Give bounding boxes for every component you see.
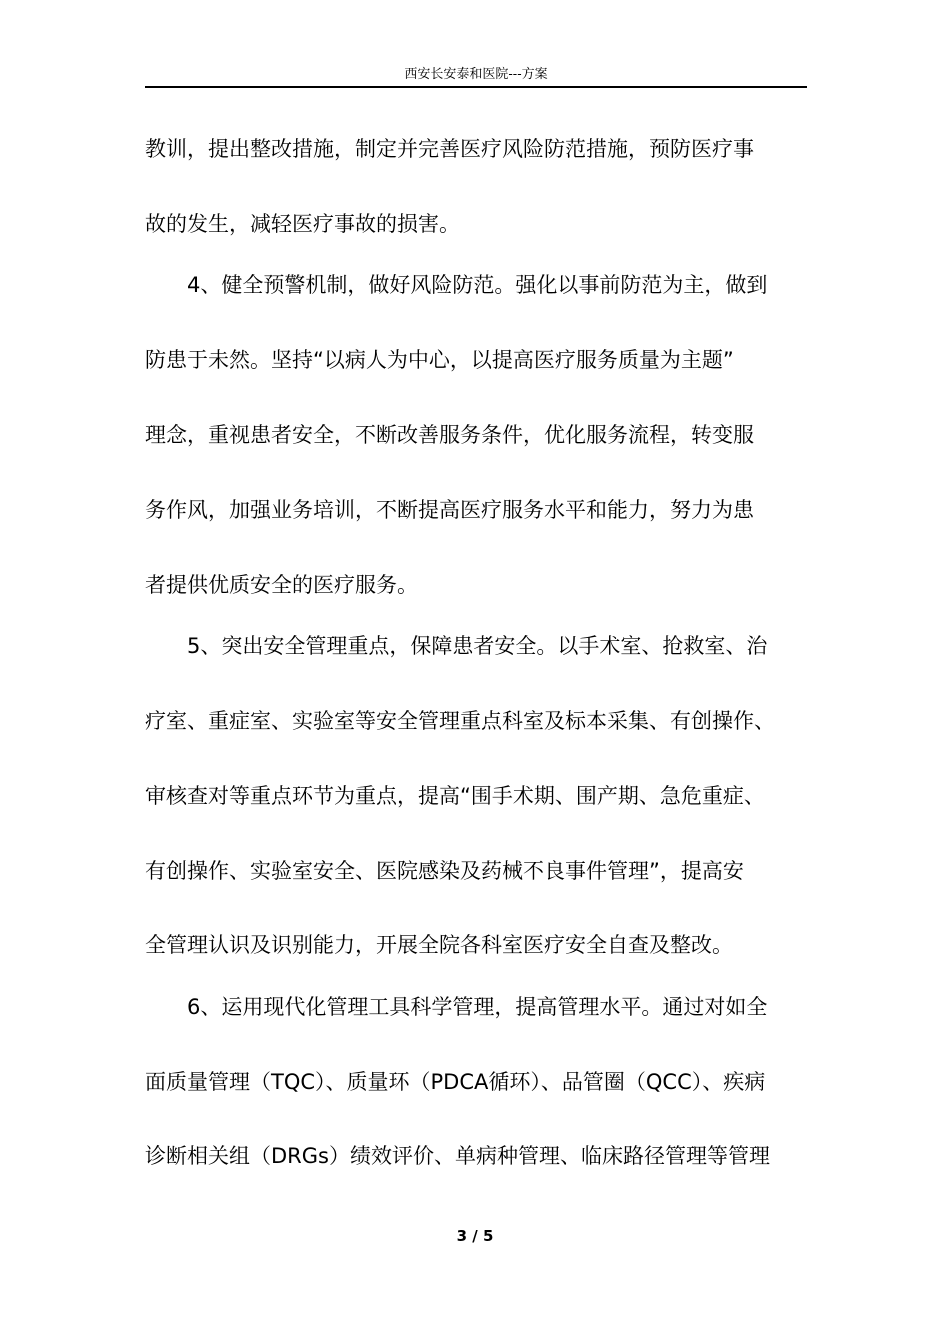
text-line: 故的发生，减轻医疗事故的损害。 [145,212,460,236]
text-line: 诊断相关组（DRGs）绩效评价、单病种管理、临床路径管理等管理 [145,1144,770,1168]
text-line: 有创操作、实验室安全、医院感染及药械不良事件管理”，提高安 [145,859,744,883]
text-line: 疗室、重症室、实验室等安全管理重点科室及标本采集、有创操作、 [145,709,775,733]
header-divider [145,86,807,88]
page-header: 西安长安泰和医院---方案 [404,67,548,82]
text-line: 防患于未然。坚持“以病人为中心，以提高医疗服务质量为主题” [145,348,734,372]
text-line: 6、运用现代化管理工具科学管理，提高管理水平。通过对如全 [187,995,768,1019]
page-number: 3 / 5 [456,1227,494,1245]
text-line: 审核查对等重点环节为重点，提高“围手术期、围产期、急危重症、 [145,784,765,808]
text-line: 者提供优质安全的医疗服务。 [145,573,418,597]
text-line: 理念，重视患者安全，不断改善服务条件，优化服务流程，转变服 [145,423,754,447]
text-line: 全管理认识及识别能力，开展全院各科室医疗安全自查及整改。 [145,933,733,957]
text-line: 5、突出安全管理重点，保障患者安全。以手术室、抢救室、治 [187,634,768,658]
text-line: 务作风，加强业务培训，不断提高医疗服务水平和能力，努力为患 [145,498,754,522]
text-line: 教训，提出整改措施，制定并完善医疗风险防范措施，预防医疗事 [145,137,754,161]
text-line: 4、健全预警机制，做好风险防范。强化以事前防范为主，做到 [187,273,768,297]
text-line: 面质量管理（TQC）、质量环（PDCA循环）、品管圈（QCC）、疾病 [145,1070,766,1094]
